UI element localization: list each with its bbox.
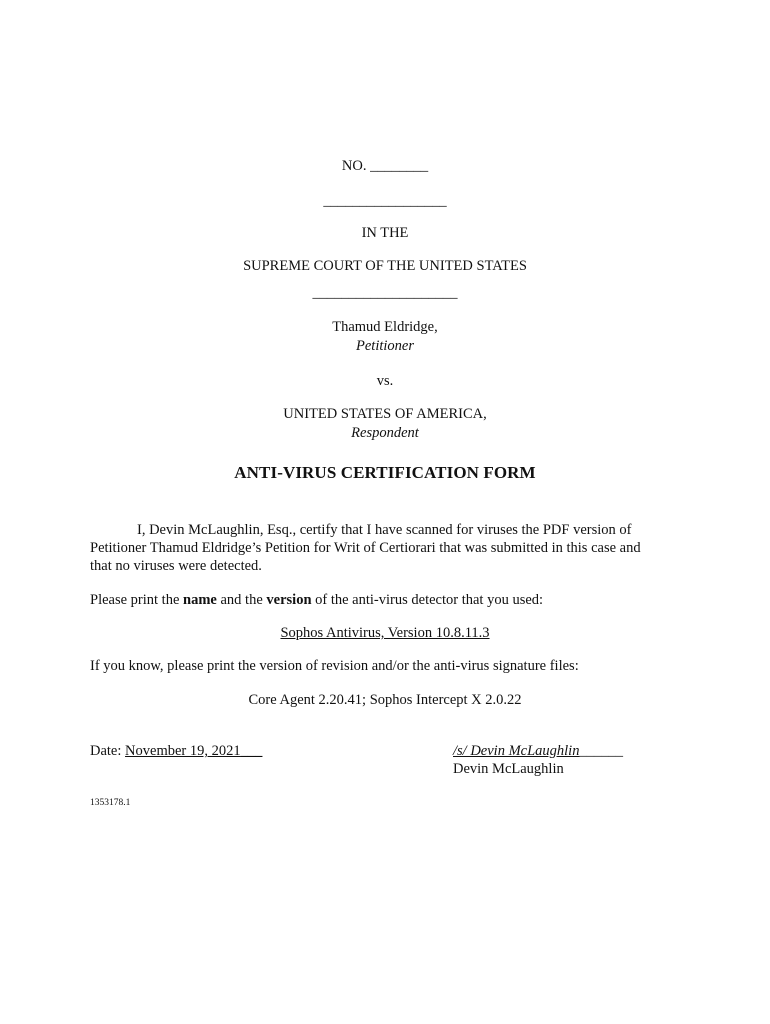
detector-answer: Sophos Antivirus, Version 10.8.11.3 bbox=[280, 625, 490, 641]
versus: vs. bbox=[376, 373, 394, 389]
signature-answer: Core Agent 2.20.41; Sophos Intercept X 2.0.22 bbox=[248, 692, 522, 708]
date-trailing-rule: ___ bbox=[240, 743, 263, 759]
certification-line-1: I, Devin McLaughlin, Esq., certify that I have scanned for viruses the PDF version of bbox=[137, 522, 632, 538]
date-value-text: November 19, 2021 bbox=[125, 743, 241, 759]
detector-prompt-after: of the anti-virus detector that you used: bbox=[311, 592, 544, 608]
in-the-heading: IN THE bbox=[361, 225, 409, 241]
signature-trailing-rule: ______ bbox=[579, 743, 623, 759]
docket-number: NO. ________ bbox=[341, 158, 429, 174]
signature-line bbox=[453, 742, 623, 760]
respondent-name: UNITED STATES OF AMERICA, bbox=[283, 406, 487, 422]
date-line bbox=[90, 742, 262, 760]
respondent-role: Respondent bbox=[351, 425, 419, 441]
form-title: ANTI-VIRUS CERTIFICATION FORM bbox=[234, 463, 536, 482]
date-label: Date: bbox=[90, 743, 126, 759]
date-value bbox=[125, 743, 262, 759]
signer-name: Devin McLaughlin bbox=[453, 761, 564, 777]
signature-prompt: If you know, please print the version of revision and/or the anti-virus signature files: bbox=[90, 658, 579, 674]
caption-rule-bottom: ____________________ bbox=[312, 285, 458, 301]
court-name: SUPREME COURT OF THE UNITED STATES bbox=[243, 258, 527, 274]
petitioner-name: Thamud Eldridge, bbox=[332, 319, 438, 335]
petitioner-role: Petitioner bbox=[356, 338, 414, 354]
detector-prompt-name: name bbox=[183, 592, 217, 608]
detector-prompt-before: Please print the bbox=[90, 592, 184, 608]
document-id: 1353178.1 bbox=[90, 798, 131, 808]
signature-text: /s/ Devin McLaughlin bbox=[453, 743, 580, 759]
caption-rule-top: _________________ bbox=[323, 193, 447, 209]
detector-prompt-version: version bbox=[266, 592, 312, 608]
detector-prompt bbox=[90, 591, 690, 609]
detector-prompt-middle: and the bbox=[216, 592, 267, 608]
certification-line-2: Petitioner Thamud Eldridge’s Petition for Writ of Certiorari that was submitted in this case and bbox=[90, 540, 641, 556]
certification-line-3: that no viruses were detected. bbox=[90, 558, 262, 574]
